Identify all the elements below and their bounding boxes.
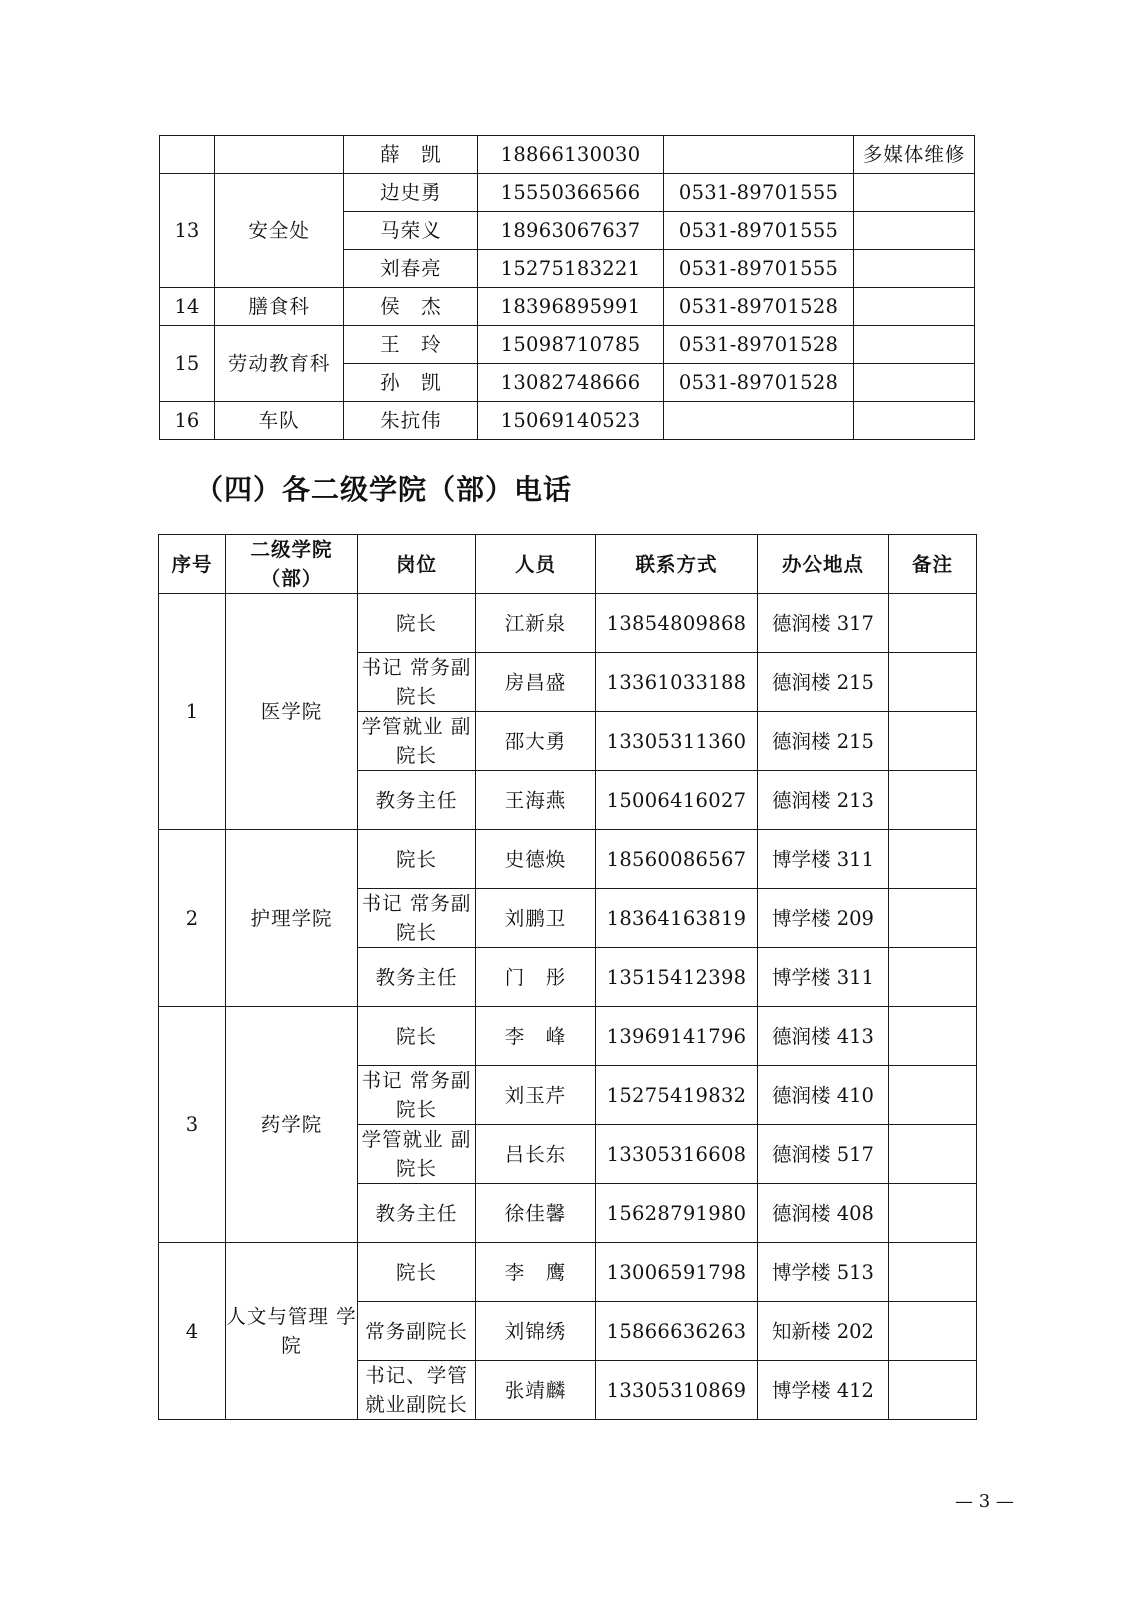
- college-name-cell: 护理学院: [226, 830, 358, 1007]
- note-cell: [889, 948, 977, 1007]
- department-phone-table: [159, 135, 975, 440]
- table-row: [160, 288, 975, 326]
- post-cell: 教务主任: [358, 1184, 476, 1243]
- table-row: [160, 136, 975, 174]
- office-phone-cell: 0531-89701528: [663, 326, 854, 364]
- person-cell: 王海燕: [476, 771, 596, 830]
- person-cell: 朱抗伟: [344, 402, 478, 440]
- location-cell: 博学楼 311: [758, 830, 889, 889]
- note-cell: [889, 712, 977, 771]
- post-cell: 常务副院长: [358, 1302, 476, 1361]
- note-cell: [889, 771, 977, 830]
- note-cell: [889, 830, 977, 889]
- post-cell: 院长: [358, 594, 476, 653]
- person-cell: 邵大勇: [476, 712, 596, 771]
- location-cell: 博学楼 513: [758, 1243, 889, 1302]
- table-row: [159, 594, 977, 653]
- table-row: [160, 402, 975, 440]
- post-cell: 教务主任: [358, 771, 476, 830]
- location-cell: 博学楼 311: [758, 948, 889, 1007]
- table-row: [160, 174, 975, 212]
- page-number: — 3 —: [955, 1491, 1014, 1512]
- location-cell: 博学楼 412: [758, 1361, 889, 1420]
- location-cell: 知新楼 202: [758, 1302, 889, 1361]
- note-cell: [854, 212, 975, 250]
- office-phone-cell: [663, 136, 854, 174]
- note-cell: 多媒体维修: [854, 136, 975, 174]
- mobile-cell: 18963067637: [478, 212, 664, 250]
- note-cell: [854, 326, 975, 364]
- person-cell: 张靖麟: [476, 1361, 596, 1420]
- dept-name-cell: 车队: [214, 402, 344, 440]
- note-cell: [854, 174, 975, 212]
- header-person: 人员: [476, 535, 596, 594]
- office-phone-cell: 0531-89701528: [663, 288, 854, 326]
- person-cell: 徐佳馨: [476, 1184, 596, 1243]
- person-cell: 薛 凯: [344, 136, 478, 174]
- post-cell: 学管就业 副院长: [358, 1125, 476, 1184]
- person-cell: 孙 凯: [344, 364, 478, 402]
- person-cell: 房昌盛: [476, 653, 596, 712]
- location-cell: 德润楼 413: [758, 1007, 889, 1066]
- dept-name-cell: 劳动教育科: [214, 326, 344, 402]
- dept-no-cell: 13: [160, 174, 215, 288]
- contact-cell: 13006591798: [596, 1243, 758, 1302]
- dept-name-cell: 安全处: [214, 174, 344, 288]
- post-cell: 书记、学管 就业副院长: [358, 1361, 476, 1420]
- note-cell: [854, 288, 975, 326]
- college-phone-table: [158, 534, 977, 1420]
- post-cell: 书记 常务副院长: [358, 653, 476, 712]
- table-row: [159, 1243, 977, 1302]
- post-cell: 院长: [358, 1007, 476, 1066]
- contact-cell: 13305310869: [596, 1361, 758, 1420]
- location-cell: 博学楼 209: [758, 889, 889, 948]
- mobile-cell: 15550366566: [478, 174, 664, 212]
- dept-no-cell: [160, 136, 215, 174]
- dept-no-cell: 14: [160, 288, 215, 326]
- location-cell: 德润楼 317: [758, 594, 889, 653]
- person-cell: 刘鹏卫: [476, 889, 596, 948]
- college-name-cell: 人文与管理 学院: [226, 1243, 358, 1420]
- person-cell: 马荣义: [344, 212, 478, 250]
- note-cell: [889, 1007, 977, 1066]
- person-cell: 门 彤: [476, 948, 596, 1007]
- post-cell: 院长: [358, 1243, 476, 1302]
- contact-cell: 13305311360: [596, 712, 758, 771]
- note-cell: [854, 250, 975, 288]
- person-cell: 江新泉: [476, 594, 596, 653]
- note-cell: [889, 594, 977, 653]
- location-cell: 德润楼 215: [758, 653, 889, 712]
- header-post: 岗位: [358, 535, 476, 594]
- contact-cell: 15006416027: [596, 771, 758, 830]
- contact-cell: 13515412398: [596, 948, 758, 1007]
- table-row: [160, 326, 975, 364]
- header-contact: 联系方式: [596, 535, 758, 594]
- post-cell: 书记 常务副院长: [358, 889, 476, 948]
- mobile-cell: 15069140523: [478, 402, 664, 440]
- note-cell: [889, 1066, 977, 1125]
- mobile-cell: 15275183221: [478, 250, 664, 288]
- dept-name-cell: 膳食科: [214, 288, 344, 326]
- mobile-cell: 15098710785: [478, 326, 664, 364]
- note-cell: [854, 364, 975, 402]
- person-cell: 刘锦绣: [476, 1302, 596, 1361]
- office-phone-cell: 0531-89701555: [663, 250, 854, 288]
- table-row: [159, 830, 977, 889]
- note-cell: [889, 1243, 977, 1302]
- note-cell: [889, 1184, 977, 1243]
- person-cell: 王 玲: [344, 326, 478, 364]
- college-no-cell: 4: [159, 1243, 226, 1420]
- contact-cell: 13854809868: [596, 594, 758, 653]
- person-cell: 李 峰: [476, 1007, 596, 1066]
- location-cell: 德润楼 215: [758, 712, 889, 771]
- post-cell: 学管就业 副院长: [358, 712, 476, 771]
- dept-no-cell: 16: [160, 402, 215, 440]
- dept-no-cell: 15: [160, 326, 215, 402]
- header-college: 二级学院（部）: [226, 535, 358, 594]
- college-name-cell: 医学院: [226, 594, 358, 830]
- person-cell: 李 鹰: [476, 1243, 596, 1302]
- college-no-cell: 1: [159, 594, 226, 830]
- post-cell: 书记 常务副院长: [358, 1066, 476, 1125]
- office-phone-cell: [663, 402, 854, 440]
- college-no-cell: 3: [159, 1007, 226, 1243]
- contact-cell: 15866636263: [596, 1302, 758, 1361]
- mobile-cell: 13082748666: [478, 364, 664, 402]
- office-phone-cell: 0531-89701555: [663, 174, 854, 212]
- location-cell: 德润楼 517: [758, 1125, 889, 1184]
- person-cell: 刘玉芹: [476, 1066, 596, 1125]
- person-cell: 刘春亮: [344, 250, 478, 288]
- dept-name-cell: [214, 136, 344, 174]
- mobile-cell: 18396895991: [478, 288, 664, 326]
- table-row: [159, 1007, 977, 1066]
- office-phone-cell: 0531-89701555: [663, 212, 854, 250]
- note-cell: [889, 1125, 977, 1184]
- location-cell: 德润楼 213: [758, 771, 889, 830]
- post-cell: 院长: [358, 830, 476, 889]
- note-cell: [889, 1361, 977, 1420]
- header-location: 办公地点: [758, 535, 889, 594]
- contact-cell: 13305316608: [596, 1125, 758, 1184]
- college-name-cell: 药学院: [226, 1007, 358, 1243]
- person-cell: 史德焕: [476, 830, 596, 889]
- office-phone-cell: 0531-89701528: [663, 364, 854, 402]
- contact-cell: 15275419832: [596, 1066, 758, 1125]
- contact-cell: 15628791980: [596, 1184, 758, 1243]
- person-cell: 吕长东: [476, 1125, 596, 1184]
- note-cell: [889, 653, 977, 712]
- post-cell: 教务主任: [358, 948, 476, 1007]
- contact-cell: 13361033188: [596, 653, 758, 712]
- person-cell: 边史勇: [344, 174, 478, 212]
- note-cell: [889, 889, 977, 948]
- contact-cell: 18560086567: [596, 830, 758, 889]
- table-header-row: [159, 535, 977, 594]
- contact-cell: 13969141796: [596, 1007, 758, 1066]
- mobile-cell: 18866130030: [478, 136, 664, 174]
- person-cell: 侯 杰: [344, 288, 478, 326]
- location-cell: 德润楼 410: [758, 1066, 889, 1125]
- location-cell: 德润楼 408: [758, 1184, 889, 1243]
- header-no: 序号: [159, 535, 226, 594]
- note-cell: [854, 402, 975, 440]
- header-note: 备注: [889, 535, 977, 594]
- section-heading: （四）各二级学院（部）电话: [195, 473, 573, 506]
- contact-cell: 18364163819: [596, 889, 758, 948]
- note-cell: [889, 1302, 977, 1361]
- college-no-cell: 2: [159, 830, 226, 1007]
